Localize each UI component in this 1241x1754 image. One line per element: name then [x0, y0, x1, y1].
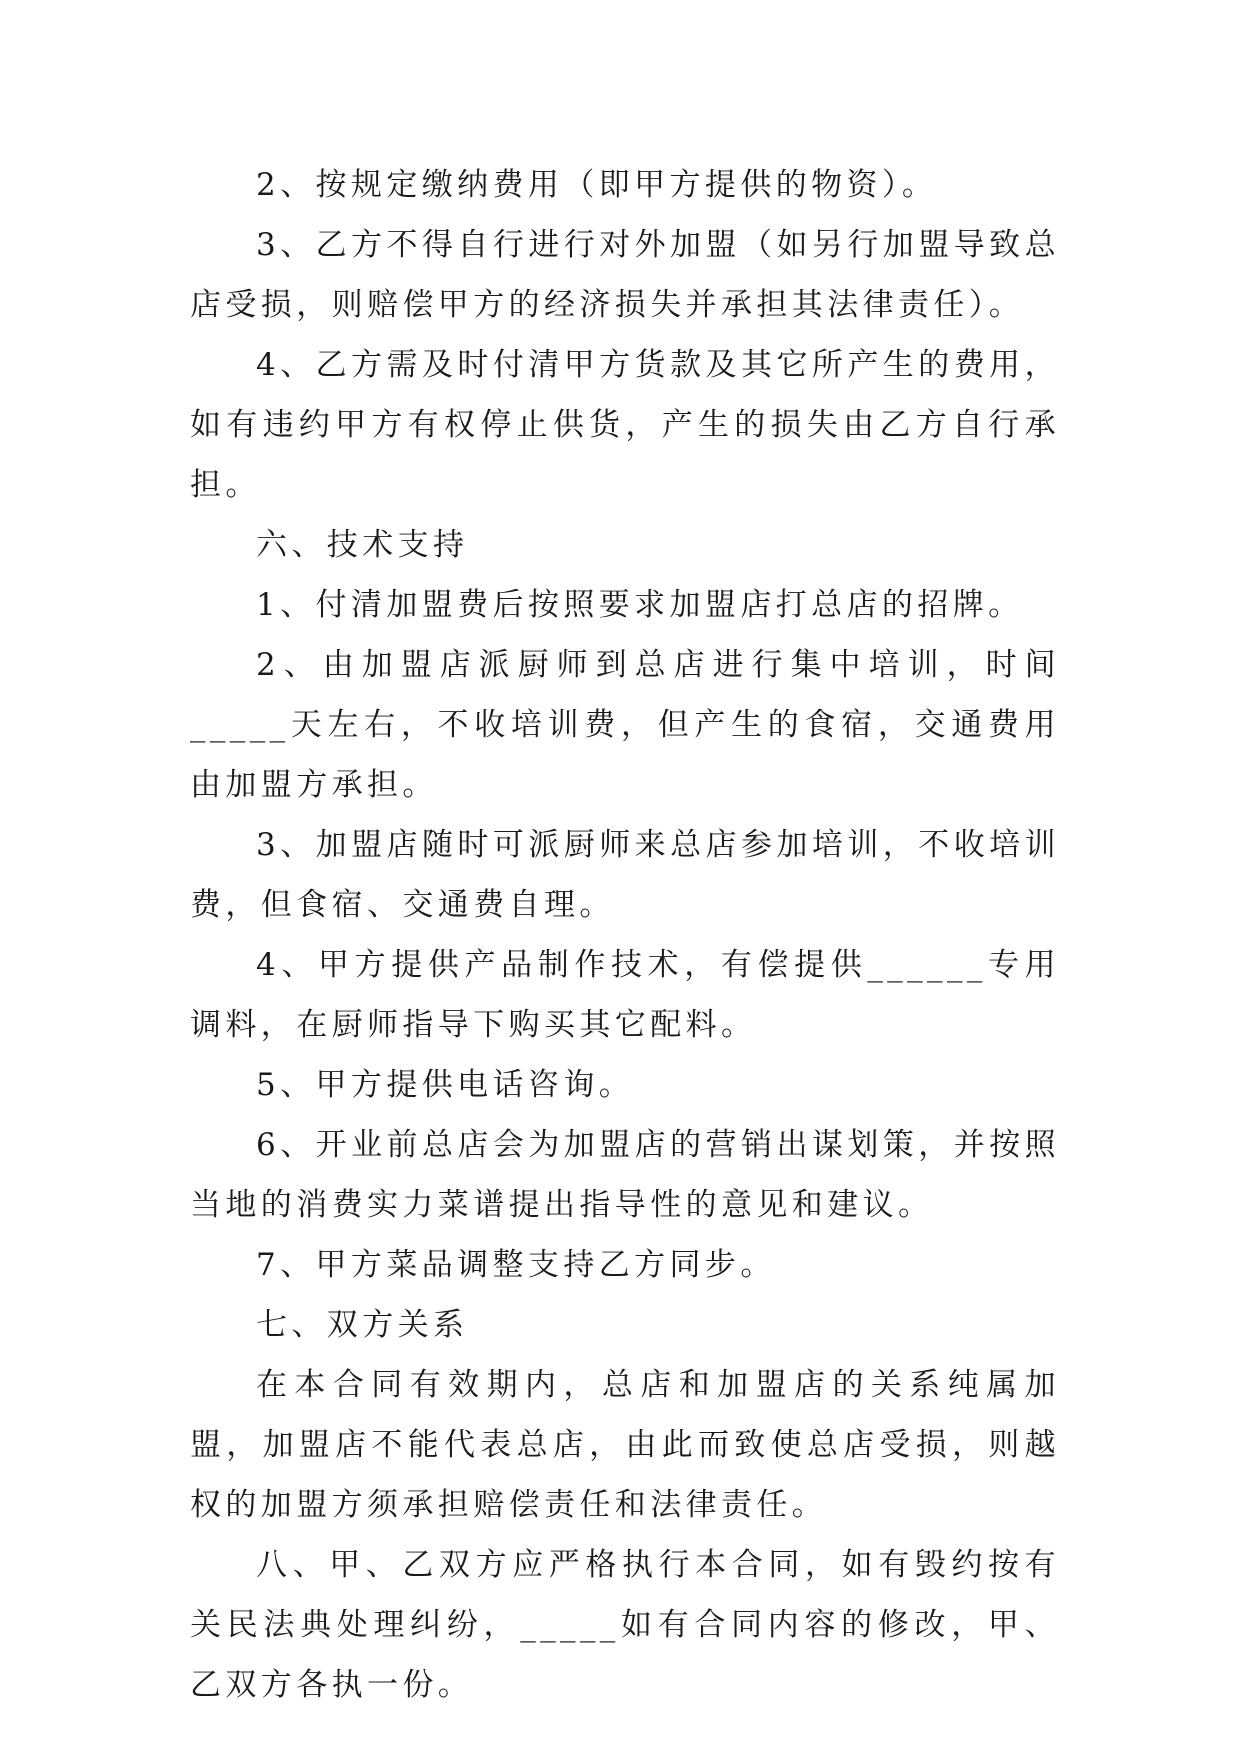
paragraph-menu-sync: 7、甲方菜品调整支持乙方同步。 — [256, 1247, 776, 1283]
paragraph-fee-payment: 2、按规定缴纳费用（即甲方提供的物资）。 — [256, 167, 938, 203]
paragraph-marketing-advice: 6、开业前总店会为加盟店的营销出谋划策，并按照当地的消费实力菜谱提出指导性的意见和建议。 — [190, 1127, 1060, 1223]
paragraph-timely-payment: 4、乙方需及时付清甲方货款及其它所产生的费用，如有违约甲方有权停止供货，产生的损失由乙方自行承担。 — [190, 347, 1060, 503]
paragraph-no-external-franchise: 3、乙方不得自行进行对外加盟（如另行加盟导致总店受损，则赔偿甲方的经济损失并承担其法律责任）。 — [190, 227, 1060, 323]
paragraph-phone-consulting: 5、甲方提供电话咨询。 — [256, 1067, 635, 1103]
paragraph-chef-training: 2、由加盟店派厨师到总店进行集中培训，时间_____天左右，不收培训费，但产生的食宿，交通费用由加盟方承担。 — [190, 647, 1060, 803]
paragraph-relationship: 在本合同有效期内，总店和加盟店的关系纯属加盟，加盟店不能代表总店，由此而致使总店受损，则越权的加盟方须承担赔偿责任和法律责任。 — [190, 1367, 1060, 1523]
section-heading-technical-support: 六、技术支持 — [256, 527, 469, 563]
paragraph-signboard: 1、付清加盟费后按照要求加盟店打总店的招牌。 — [256, 587, 1024, 623]
paragraph-production-technique: 4、甲方提供产品制作技术，有偿提供______专用调料，在厨师指导下购买其它配料。 — [190, 947, 1060, 1043]
document-page — [190, 155, 1060, 1715]
section-heading-relationship: 七、双方关系 — [256, 1307, 469, 1343]
paragraph-anytime-training: 3、加盟店随时可派厨师来总店参加培训，不收培训费，但食宿、交通费自理。 — [190, 827, 1060, 923]
paragraph-contract-execution: 八、甲、乙双方应严格执行本合同，如有毁约按有关民法典处理纠纷，_____如有合同内容的修改，甲、乙双方各执一份。 — [190, 1547, 1060, 1703]
